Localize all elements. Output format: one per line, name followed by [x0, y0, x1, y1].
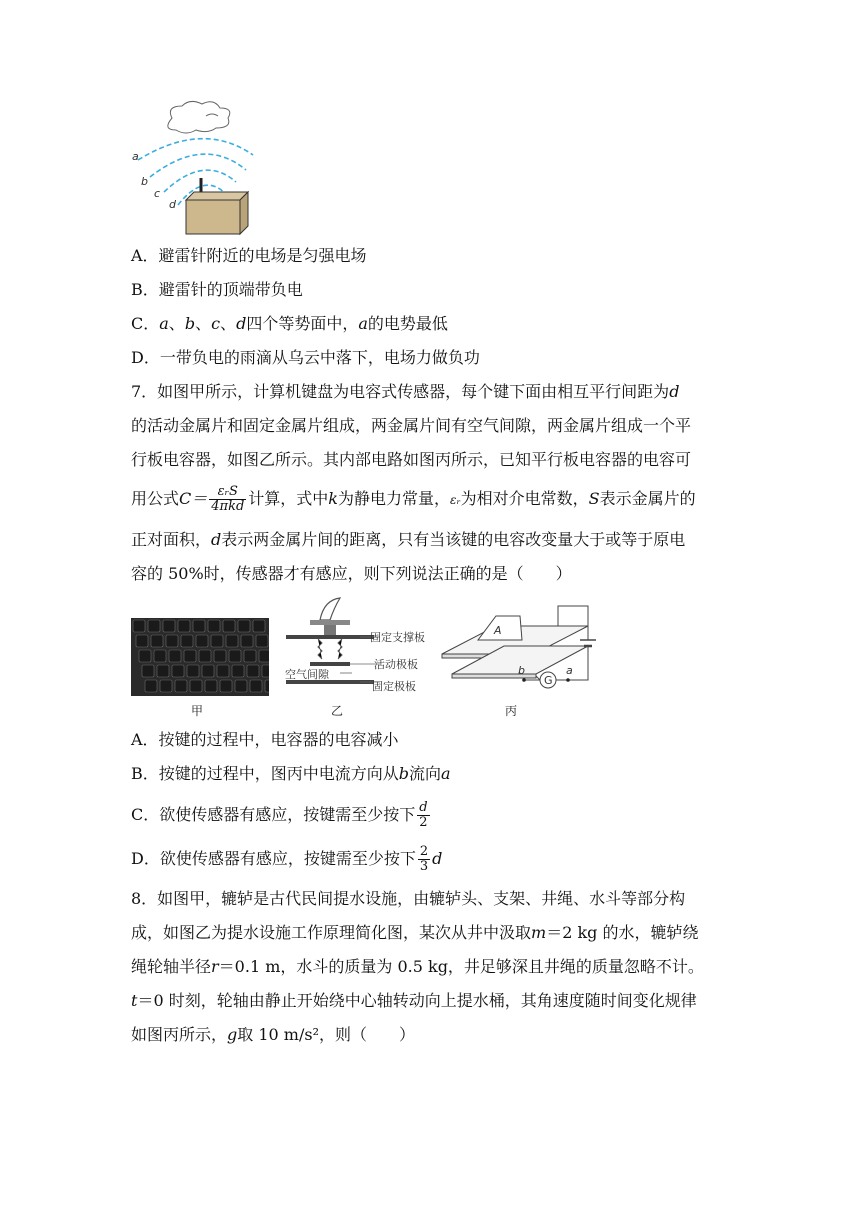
- lightning-rod-figure: [128, 100, 258, 236]
- keyboard-key: [232, 665, 244, 677]
- q7-option-a: A．按键的过程中，电容器的电容减小: [131, 730, 399, 749]
- label-b: b: [518, 664, 525, 677]
- circuit-figure: [438, 600, 600, 696]
- label-d: d: [169, 198, 176, 211]
- keyboard-key: [145, 680, 157, 692]
- svg-text:G: G: [544, 674, 553, 687]
- q8-line-2: 成，如图乙为提水设施工作原理简化图，某次从井中汲取m＝2 kg 的水，辘轳绕: [131, 923, 699, 942]
- keyboard-key: [205, 680, 217, 692]
- keyboard-key: [238, 620, 250, 632]
- q7-line-2: 的活动金属片和固定金属片组成，两金属片间有空气间隙，两金属片组成一个平: [131, 416, 692, 435]
- finger-icon: [320, 598, 340, 620]
- keyboard-key: [178, 620, 190, 632]
- keyboard-key: [199, 650, 211, 662]
- label-fixed-support: 固定支撑板: [370, 631, 425, 644]
- keyboard-key: [259, 650, 269, 662]
- caption-bing: 丙: [505, 704, 518, 718]
- caption-yi: 乙: [331, 704, 344, 718]
- q8-line-5: 如图丙所示，g取 10 m/s²，则（ ）: [131, 1025, 415, 1044]
- q7-option-d: D．欲使传感器有感应，按键需至少按下 $\frac{2}{3}$ d: [131, 844, 443, 874]
- label-a: a: [132, 150, 139, 163]
- keyboard-key: [160, 680, 172, 692]
- q8-line-4: t＝0 时刻，轮轴由静止开始绕中心轴转动向上提水桶，其角速度随时间变化规律: [131, 991, 697, 1010]
- keyboard-key: [148, 620, 160, 632]
- q7-line-6: 容的 50%时，传感器才有感应，则下列说法正确的是（ ）: [131, 564, 572, 583]
- keyboard-key: [208, 620, 220, 632]
- keyboard-key: [202, 665, 214, 677]
- keyboard-key: [139, 650, 151, 662]
- movable-plate: [310, 662, 350, 666]
- label-b: b: [141, 175, 148, 188]
- keyboard-key: [211, 635, 223, 647]
- keyboard-key: [262, 665, 269, 677]
- keyboard-key: [166, 635, 178, 647]
- keyboard-key: [184, 650, 196, 662]
- label-movable-plate: 活动极板: [374, 658, 418, 671]
- keyboard-key: [229, 650, 241, 662]
- capacitance-formula: $\frac{\text{εᵣS}}{\text{4πkd}}$: [211, 484, 245, 514]
- q8-line-1: 8．如图甲，辘轳是古代民间提水设施，由辘轳头、支架、井绳、水斗等部分构: [131, 889, 686, 908]
- keyboard-key: [196, 635, 208, 647]
- keyboard-key: [151, 635, 163, 647]
- keyboard-key: [163, 620, 175, 632]
- keyboard-key: [250, 680, 262, 692]
- equipotential-a: [138, 139, 253, 160]
- keyboard-key: [175, 680, 187, 692]
- q7-line-1: 7．如图甲所示，计算机键盘为电容式传感器，每个键下面由相互平行间距为d: [131, 382, 680, 401]
- label-key-A: A: [494, 624, 502, 637]
- keyboard-key: [190, 680, 202, 692]
- keyboard-key: [265, 680, 269, 692]
- q8-line-3: 绳轮轴半径r＝0.1 m，水斗的质量为 0.5 kg，井足够深且井绳的质量忽略不计。: [131, 957, 704, 976]
- building-top: [186, 192, 248, 200]
- equipotential-b: [150, 154, 246, 177]
- keyboard-key: [241, 635, 253, 647]
- label-a: a: [566, 664, 573, 677]
- keyboard-key: [133, 620, 145, 632]
- caption-jia: 甲: [191, 704, 204, 718]
- keyboard-key: [154, 650, 166, 662]
- keyboard-key: [226, 635, 238, 647]
- keyboard-key: [247, 665, 259, 677]
- keyboard-key: [193, 620, 205, 632]
- keyboard-key: [136, 635, 148, 647]
- keyboard-figure: [131, 618, 269, 696]
- key-structure-figure: [280, 596, 430, 696]
- q7-line-5: 正对面积，d表示两金属片间的距离，只有当该键的电容改变量大于或等于原电: [131, 530, 686, 549]
- keyboard-key: [169, 650, 181, 662]
- keyboard-key: [187, 665, 199, 677]
- label-c: c: [154, 187, 161, 200]
- q6-option-b: B．避雷针的顶端带负电: [131, 280, 303, 299]
- building-front: [186, 200, 240, 234]
- q7-line-4: 用公式C＝ $\frac{\text{εᵣS}}{\text{4πkd}}$ 计算，式中k为静电力常量，εᵣ为相对介电常数，S表示金属片的: [131, 484, 696, 514]
- q7-option-b: B．按键的过程中，图丙中电流方向从b流向a: [131, 764, 451, 783]
- q6-option-c: C．a、b、c、d四个等势面中，a的电势最低: [131, 314, 448, 333]
- keyboard-key: [172, 665, 184, 677]
- keyboard-key: [235, 680, 247, 692]
- q6-option-d: D．一带负电的雨滴从乌云中落下，电场力做负功: [131, 348, 480, 367]
- keyboard-key: [142, 665, 154, 677]
- building-side: [240, 192, 248, 234]
- label-air-gap: 空气间隙: [285, 668, 329, 681]
- keyboard-key: [223, 620, 235, 632]
- q7-option-c: C．欲使传感器有感应，按键需至少按下 $\frac{d}{2}$: [131, 800, 428, 830]
- keyboard-key: [253, 620, 265, 632]
- cloud-icon: [168, 101, 230, 133]
- keyboard-key: [244, 650, 256, 662]
- label-fixed-plate: 固定极板: [372, 680, 416, 693]
- keyboard-key: [157, 665, 169, 677]
- keyboard-key: [217, 665, 229, 677]
- keyboard-key: [214, 650, 226, 662]
- keyboard-key: [256, 635, 268, 647]
- q7-line-3: 行板电容器，如图乙所示。其内部电路如图丙所示，已知平行板电容器的电容可: [131, 450, 692, 469]
- q6-option-a: A．避雷针附近的电场是匀强电场: [131, 246, 367, 265]
- keyboard-key: [181, 635, 193, 647]
- keyboard-key: [220, 680, 232, 692]
